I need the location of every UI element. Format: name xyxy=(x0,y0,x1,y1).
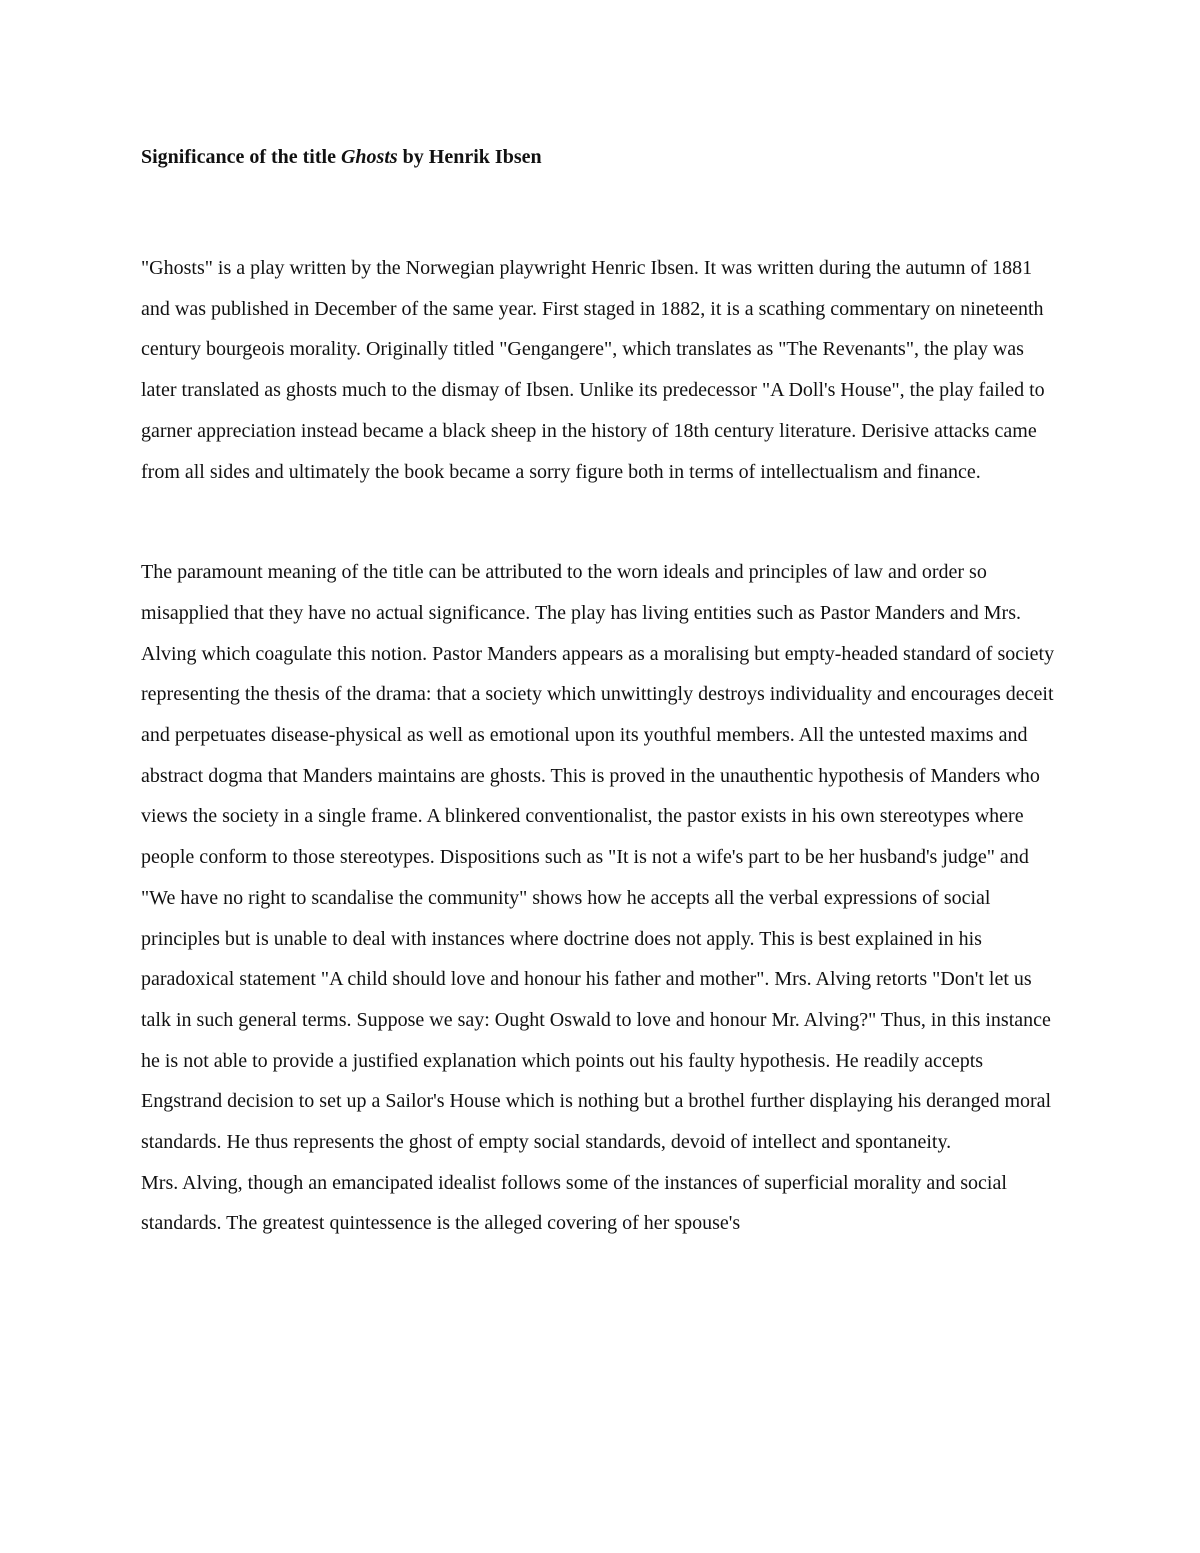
title-suffix: by Henrik Ibsen xyxy=(397,146,542,168)
title-work-name: Ghosts xyxy=(340,146,398,168)
paragraph-title-meaning: The paramount meaning of the title can be attributed to the worn ideals and principles of law and order so misapplied that they have no actual significance. The play has living entities such as Pastor Manders and Mrs. Alving which coagulate this notion. Pastor Manders appears as a moralising but empty-headed standard of society representing the thesis of the drama: that a society which unwittingly destroys individuality and encourages deceit and perpetuates disease-physical as well as emotional upon its youthful members. All the untested maxims and abstract dogma that Manders maintains are ghosts. This is proved in the unauthentic hypothesis of Manders who views the society in a single frame. A blinkered conventionalist, the pastor exists in his own stereotypes where people conform to those stereotypes. Dispositions such as "It is not a wife's part to be her husband's judge" and "We have no right to scandalise the community" shows how he accepts all the verbal expressions of social principles but is unable to deal with instances where doctrine does not apply. This is best explained in his paradoxical statement "A child should love and honour his father and mother". Mrs. Alving retorts "Don't let us talk in such general terms. Suppose we say: Ought Oswald to love and honour Mr. Alving?" Thus, in this instance he is not able to provide a justified explanation which points out his faulty hypothesis. He readily accepts Engstrand decision to set up a Sailor's House which is nothing but a brothel further displaying his deranged moral standards. He thus represents the ghost of empty social standards, devoid of intellect and spontaneity. xyxy=(141,561,1055,1154)
paragraph-intro: "Ghosts" is a play written by the Norwegian playwright Henric Ibsen. It was written during the autumn of 1881 and was published in December of the same year. First staged in 1882, it is a scathing commentary on nineteenth century bourgeois morality. Originally titled "Gengangere", which translates as "The Revenants", the play was later translated as ghosts much to the dismay of Ibsen. Unlike its predecessor "A Doll's House", the play failed to garner appreciation instead became a black sheep in the history of 18th century literature. Derisive attacks came from all sides and ultimately the book became a sorry figure both in terms of intellectualism and finance. xyxy=(141,257,1045,483)
document-title xyxy=(141,140,1061,174)
document-page xyxy=(141,140,1061,1244)
title-prefix: Significance of the title xyxy=(141,146,341,168)
paragraph-mrs-alving: Mrs. Alving, though an emancipated idealist follows some of the instances of superficial morality and social standards. The greatest quintessence is the alleged covering of her spouse's xyxy=(141,1171,1007,1235)
